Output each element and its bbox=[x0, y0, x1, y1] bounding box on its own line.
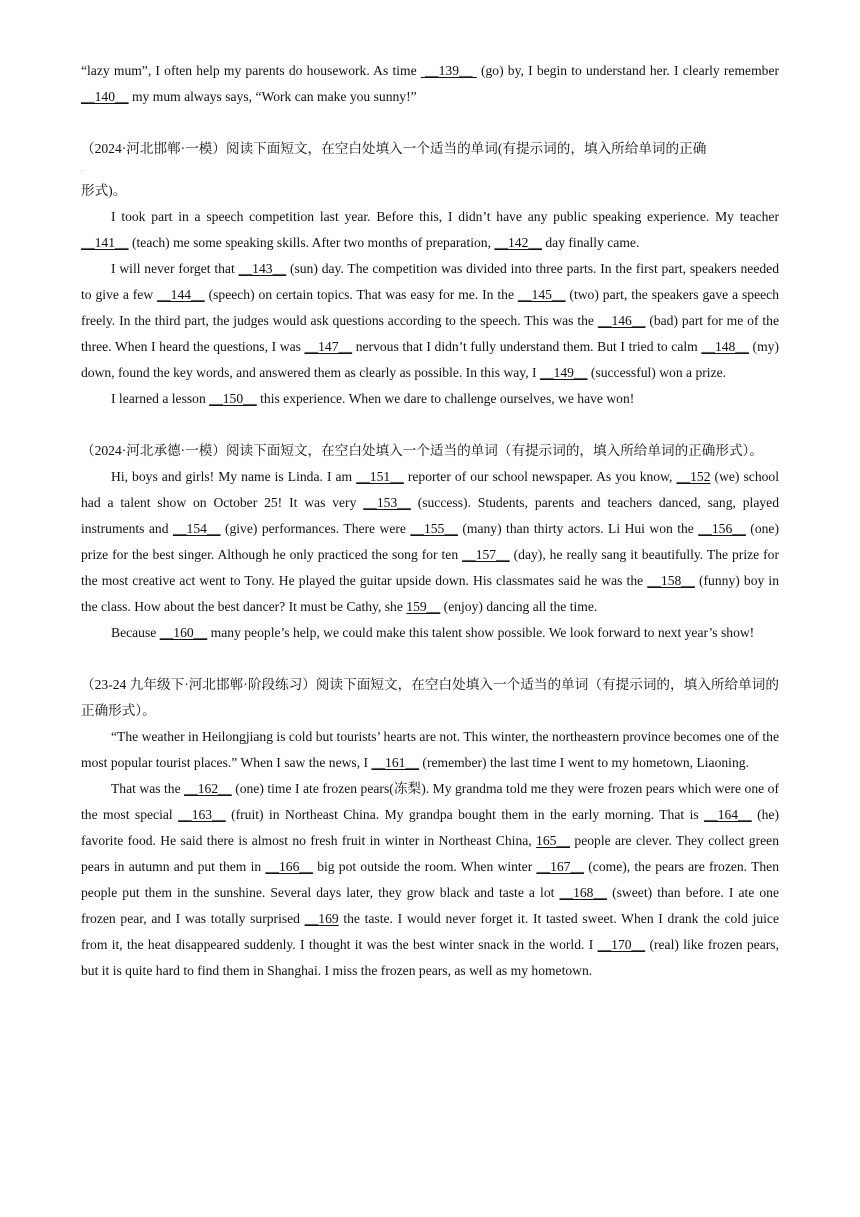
blank-answer: __166__ bbox=[265, 859, 313, 874]
blank-answer: __149__ bbox=[539, 365, 588, 380]
text-segment: this experience. When we dare to challenge ourselves, we have won! bbox=[256, 391, 635, 406]
blank-answer: __161__ bbox=[371, 755, 420, 770]
text-segment: (come), the pears are frozen. Then people put them in the sunshine. Several days later, they grow black and taste a lot bbox=[81, 859, 779, 900]
text-segment: the taste. I would never forget it. It tasted sweet. When I drank the cold juice from it, the heat disappeared suddenly. I thought it was the best winter snack in the world. I bbox=[81, 911, 779, 952]
blank-answer: __144__ bbox=[157, 287, 205, 302]
text-segment: (he) favorite food. He said there is almost no fresh fruit in winter in Northeast China, bbox=[81, 807, 779, 848]
text-segment: I took part in a speech competition last year. Before this, I didn’t have any public speaking experience. My teacher bbox=[111, 209, 779, 224]
text-segment: (real) like frozen pears, but it is quite hard to find them in Shanghai. I miss the frozen pears, as well as my hometown. bbox=[81, 937, 779, 978]
blank-answer: __154__ bbox=[172, 521, 221, 536]
text-segment: (sweet) than before. I ate one frozen pear, and I was totally surprised bbox=[81, 885, 779, 926]
paragraph bbox=[81, 776, 779, 984]
text-segment: (successful) won a prize. bbox=[587, 365, 727, 380]
text-segment: (two) part, the speakers gave a speech freely. In the third part, the judges would ask questions according to the speech. This was the bbox=[81, 287, 780, 328]
text-segment: nervous that I didn’t fully understand them. But I tried to calm bbox=[352, 339, 702, 354]
section-handan-1 bbox=[81, 136, 779, 412]
text-segment: (go) by, I begin to understand her. I clearly remember bbox=[476, 63, 780, 78]
blank-answer: __168__ bbox=[559, 885, 608, 900]
blank-answer: __163__ bbox=[178, 807, 226, 822]
paragraph bbox=[81, 464, 779, 620]
blank-answer: __167__ bbox=[536, 859, 585, 874]
blank-answer: __162__ bbox=[184, 781, 232, 796]
header-dot: . bbox=[81, 164, 83, 173]
text-segment: (success). Students, parents and teachers danced, sang, played instruments and bbox=[81, 495, 779, 536]
text-segment: (many) than thirty actors. Li Hui won the bbox=[457, 521, 699, 536]
blank-answer: __140__ bbox=[81, 89, 129, 104]
blank-answer: __146__ bbox=[597, 313, 646, 328]
blank-answer: __160__ bbox=[159, 625, 208, 640]
blank-answer: __142__ bbox=[494, 235, 542, 250]
text-segment: day finally came. bbox=[541, 235, 640, 250]
text-segment: people are clever. They collect green pears in autumn and put them in bbox=[81, 833, 779, 874]
text-segment: (sun) day. The competition was divided into three parts. In the first part, speakers needed to give a few bbox=[81, 261, 779, 302]
section-chengde bbox=[81, 438, 779, 646]
text-segment: Because bbox=[111, 625, 160, 640]
paragraph bbox=[81, 724, 779, 776]
blank-answer: __151__ bbox=[356, 469, 404, 484]
paragraph bbox=[81, 256, 779, 386]
text-segment: many people’s help, we could make this talent show possible. We look forward to next year’s show! bbox=[207, 625, 755, 640]
section-continuation bbox=[81, 58, 779, 110]
text-segment: (teach) me some speaking skills. After two months of preparation, bbox=[128, 235, 495, 250]
blank-answer: __141__ bbox=[81, 235, 129, 250]
text-segment: (day), he really sang it beautifully. The prize for the most creative act went to Tony. He played the guitar upside down. His classmates said he was the bbox=[81, 547, 779, 588]
text-segment: “The weather in Heilongjiang is cold but tourists’ hearts are not. This winter, the northeastern province becomes one of the most popular tourist places.” When I saw the news, I bbox=[81, 729, 779, 770]
text-segment: (we) school had a talent show on October 25! It was very bbox=[81, 469, 779, 510]
blank-answer: __156__ bbox=[698, 521, 746, 536]
text-segment: (speech) on certain topics. That was easy for me. In the bbox=[204, 287, 518, 302]
text-segment: my mum always says, “Work can make you sunny!” bbox=[128, 89, 417, 104]
blank-answer: __155__ bbox=[410, 521, 458, 536]
document-page bbox=[81, 58, 779, 984]
text-segment: (bad) part for me of the three. When I heard the questions, I was bbox=[81, 313, 779, 354]
blank-answer: __143__ bbox=[238, 261, 287, 276]
text-segment: big pot outside the room. When winter bbox=[312, 859, 537, 874]
text-segment: (one) prize for the best singer. Although he only practiced the song for ten bbox=[81, 521, 779, 562]
text-segment: (enjoy) dancing all the time. bbox=[440, 599, 598, 614]
blank-answer: __157__ bbox=[462, 547, 510, 562]
blank-answer: 159__ bbox=[406, 599, 441, 614]
text-segment: I will never forget that bbox=[111, 261, 239, 276]
text-segment: (my) down, found the key words, and answered them as clearly as possible. In this way, I bbox=[81, 339, 779, 380]
text-segment: (remember) the last time I went to my hometown, Liaoning. bbox=[419, 755, 749, 770]
blank-answer: __164__ bbox=[704, 807, 752, 822]
paragraph bbox=[81, 620, 779, 646]
blank-answer: __158__ bbox=[647, 573, 695, 588]
blank-answer: __139__ bbox=[420, 63, 477, 78]
text-segment: Hi, boys and girls! My name is Linda. I am bbox=[111, 469, 357, 484]
blank-answer: __152 bbox=[676, 469, 711, 484]
paragraph bbox=[81, 58, 779, 110]
text-segment: (one) time I ate frozen pears(冻梨). My grandma told me they were frozen pears which were one of the most special bbox=[81, 781, 779, 822]
blank-answer: __169 bbox=[304, 911, 339, 926]
blank-answer: __170__ bbox=[597, 937, 646, 952]
section-header: （2024·河北承德·一模）阅读下面短文，在空白处填入一个适当的单词（有提示词的，填入所给单词的正确形式）。 bbox=[81, 443, 763, 458]
paragraph bbox=[81, 386, 779, 412]
text-segment: (fruit) in Northeast China. My grandpa bought them in the early morning. That is bbox=[225, 807, 705, 822]
section-header-continued: 形式)。 bbox=[81, 183, 127, 198]
blank-answer: __153__ bbox=[363, 495, 411, 510]
blank-answer: __150__ bbox=[209, 391, 257, 406]
blank-answer: 165__ bbox=[536, 833, 571, 848]
section-header: （23-24 九年级下·河北邯郸·阶段练习）阅读下面短文，在空白处填入一个适当的单词（有提示词的，填入所给单词的正确形式）。 bbox=[81, 677, 779, 718]
text-segment: (funny) boy in the class. How about the best dancer? It must be Cathy, she bbox=[81, 573, 779, 614]
blank-answer: __148__ bbox=[701, 339, 749, 354]
text-segment: reporter of our school newspaper. As you know, bbox=[403, 469, 677, 484]
paragraph bbox=[81, 204, 779, 256]
text-segment: I learned a lesson bbox=[111, 391, 210, 406]
section-handan-2 bbox=[81, 672, 779, 984]
text-segment: That was the bbox=[111, 781, 185, 796]
text-segment: “lazy mum”, I often help my parents do housework. As time bbox=[81, 63, 421, 78]
text-segment: (give) performances. There were bbox=[220, 521, 411, 536]
section-header: （2024·河北邯郸·一模）阅读下面短文，在空白处填入一个适当的单词(有提示词的，填入所给单词的正确 bbox=[81, 141, 707, 156]
blank-answer: __145__ bbox=[517, 287, 566, 302]
blank-answer: __147__ bbox=[304, 339, 353, 354]
